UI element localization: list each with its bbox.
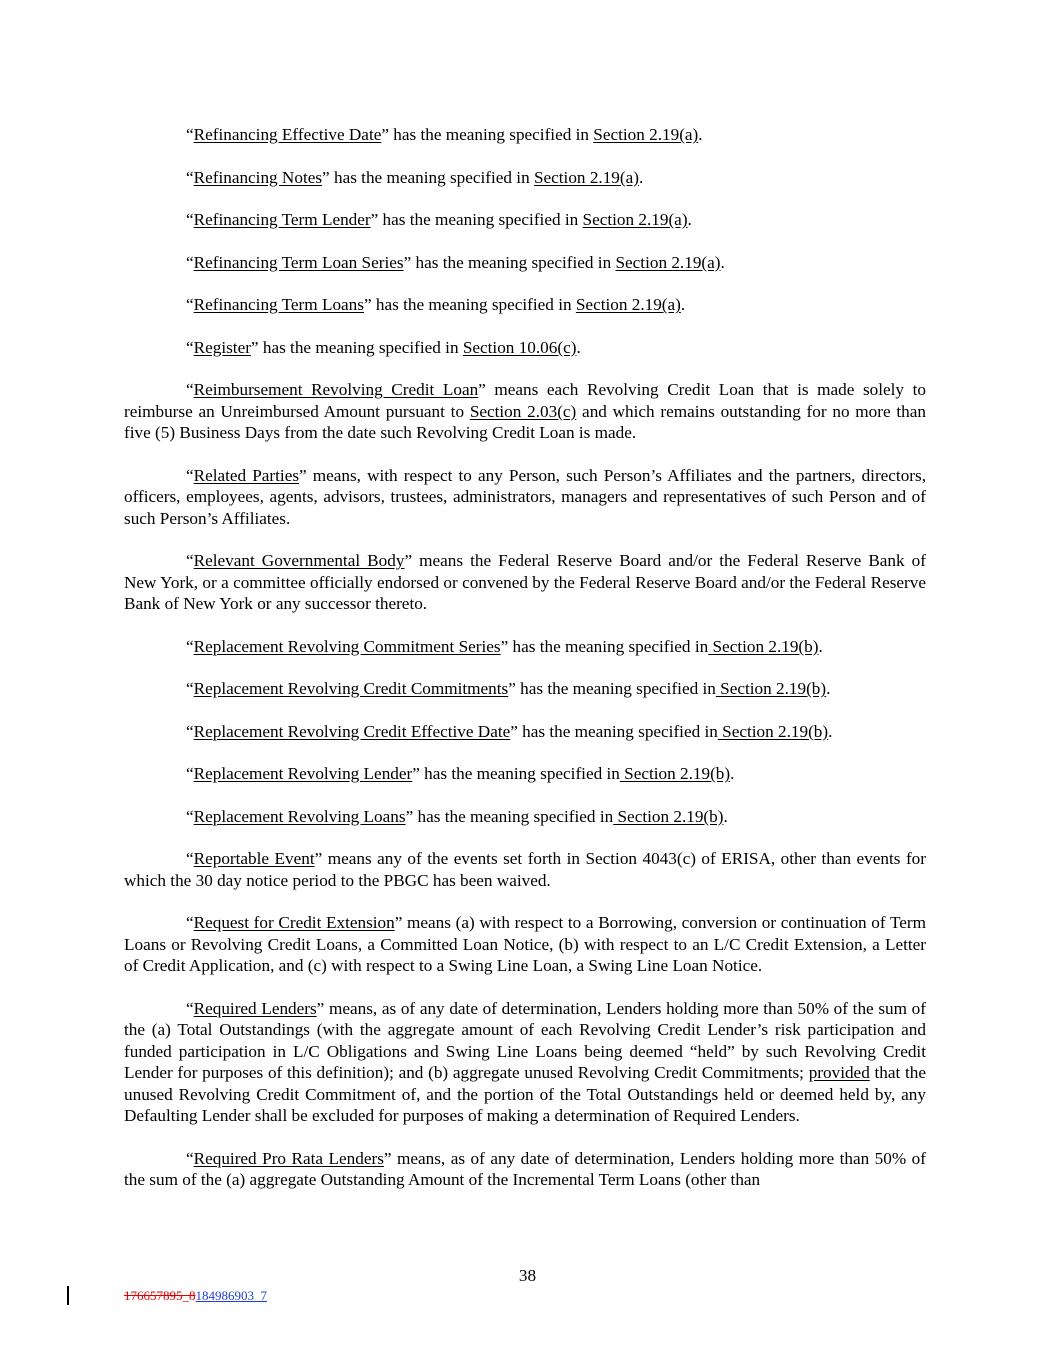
document-body — [124, 124, 926, 1212]
definition-text-end: . — [576, 337, 581, 357]
open-quote: “ — [186, 295, 194, 314]
open-quote: “ — [186, 913, 194, 932]
definition-text: ” has the meaning specified in — [381, 125, 594, 144]
open-quote: “ — [186, 167, 194, 187]
document-id-deleted: 176657895_8 — [124, 1288, 196, 1303]
definition-text: ” means the Federal Reserve Board and/or the Federal Reserve Bank of New York, or a committee officially endorsed or convened by the Federal Reserve Board and/or the Federal Reserve Bank of New York or any successor thereto. — [124, 551, 926, 613]
definition-text: ” has the meaning specified in — [500, 636, 709, 656]
definition-paragraph — [124, 763, 926, 785]
defined-term: Relevant Governmental Body — [193, 551, 405, 570]
definition-text: ” means any of the events set forth in Section 4043(c) of ERISA, other than events for which the 30 day notice period to the PBGC has been waived. — [124, 849, 926, 890]
section-reference[interactable]: Section 2.19(b) — [715, 679, 827, 698]
open-quote: “ — [186, 721, 194, 741]
definition-text-end: . — [730, 764, 735, 783]
defined-term: Reimbursement Revolving Credit Loan — [193, 380, 479, 399]
defined-term: Replacement Revolving Credit Effective Date — [193, 721, 511, 741]
definition-paragraph — [124, 379, 926, 444]
definition-paragraph — [124, 167, 926, 189]
open-quote: “ — [186, 806, 194, 826]
definition-text-end: . — [720, 252, 725, 272]
defined-term: Related Parties — [193, 465, 300, 485]
open-quote: “ — [186, 337, 194, 357]
open-quote: “ — [186, 849, 194, 868]
definition-text: ” means, with respect to any Person, such Person’s Affiliates and the partners, directors, officers, employees, agents, advisors, trustees, administrators, managers and representatives of such Person and of such Person’s Affiliates. — [124, 465, 927, 528]
definition-text: ” has the meaning specified in — [322, 167, 534, 187]
definition-text-end: . — [723, 806, 728, 826]
definition-text: ” means, as of any date of determination, Lenders holding more than 50% of the sum of the (a) Total Outstandings (with the aggregate amount of each Revolving Credit Lender’s risk participation and funded participation in L/C Obligations and Swing Line Loans being deemed “held” by such Revolving Credit Lender for purposes of this definition); and (b) aggregate unused Revolving Credit Commitments; — [124, 998, 926, 1082]
section-reference[interactable]: Section 2.19(b) — [717, 721, 829, 741]
section-reference[interactable]: Section 2.19(a) — [575, 295, 681, 314]
definition-text-end: . — [818, 636, 823, 656]
definition-paragraph — [124, 721, 926, 743]
definition-text-end: . — [826, 679, 831, 698]
open-quote: “ — [186, 210, 194, 229]
section-reference[interactable]: Section 10.06(c) — [462, 337, 577, 357]
proviso-word: provided — [808, 1063, 870, 1082]
defined-term: Refinancing Effective Date — [193, 125, 382, 144]
definition-text: ” has the meaning specified in — [363, 295, 576, 314]
page-number: 38 — [518, 1266, 537, 1285]
defined-term: Reportable Event — [193, 849, 315, 868]
definition-paragraph — [124, 998, 926, 1127]
defined-term: Replacement Revolving Commitment Series — [193, 636, 501, 656]
defined-term: Refinancing Term Lender — [193, 210, 371, 229]
definition-paragraph — [124, 252, 926, 274]
open-quote: “ — [186, 679, 194, 698]
change-bar — [67, 1286, 69, 1305]
definition-paragraph — [124, 678, 926, 700]
definition-paragraph — [124, 912, 926, 977]
section-reference[interactable]: Section 2.19(a) — [615, 252, 721, 272]
defined-term: Replacement Revolving Loans — [193, 806, 406, 826]
definition-text-end: . — [828, 721, 833, 741]
open-quote: “ — [186, 636, 194, 656]
definition-paragraph — [124, 124, 926, 146]
section-reference[interactable]: Section 2.19(b) — [619, 764, 731, 783]
definition-text: ” has the meaning specified in — [403, 252, 616, 272]
document-id — [124, 1288, 267, 1304]
open-quote: “ — [186, 252, 194, 272]
definition-text: ” has the meaning specified in — [405, 806, 614, 826]
defined-term: Request for Credit Extension — [193, 913, 395, 932]
open-quote: “ — [186, 551, 194, 570]
definition-paragraph — [124, 209, 926, 231]
defined-term: Register — [193, 337, 251, 357]
definition-paragraph — [124, 1148, 926, 1191]
section-reference[interactable]: Section 2.03(c) — [469, 401, 577, 421]
definition-paragraph — [124, 550, 926, 615]
defined-term: Replacement Revolving Lender — [193, 764, 413, 783]
defined-term: Required Pro Rata Lenders — [193, 1148, 384, 1168]
open-quote: “ — [186, 1148, 194, 1168]
defined-term: Refinancing Notes — [193, 167, 323, 187]
definition-text: ” means (a) with respect to a Borrowing, conversion or continuation of Term Loans or Revolving Credit Loans, a Committed Loan Notice, (b) with respect to an L/C Credit Extension, a Letter of Credit Application, and (c) with respect to a Swing Line Loan, a Swing Line Loan Notice. — [124, 913, 926, 975]
definition-paragraph — [124, 465, 926, 530]
open-quote: “ — [186, 998, 194, 1018]
definition-text: ” means each Revolving Credit Loan that is made solely to reimburse an Unreimbursed Amount pursuant to — [124, 380, 926, 421]
definition-paragraph — [124, 294, 926, 316]
section-reference[interactable]: Section 2.19(a) — [593, 125, 699, 144]
definition-text-end: and which remains outstanding for no more than five (5) Business Days from the date such Revolving Credit Loan is made. — [124, 401, 926, 442]
open-quote: “ — [186, 125, 194, 144]
definition-paragraph — [124, 848, 926, 891]
definition-paragraph — [124, 636, 926, 658]
definition-text-end: . — [698, 125, 703, 144]
section-reference[interactable]: Section 2.19(b) — [708, 636, 819, 656]
open-quote: “ — [186, 380, 194, 399]
definition-text: ” has the meaning specified in — [250, 337, 463, 357]
definition-text-end: . — [687, 210, 692, 229]
definition-text: ” has the meaning specified in — [370, 210, 583, 229]
section-reference[interactable]: Section 2.19(b) — [613, 806, 724, 826]
definition-paragraph — [124, 806, 926, 828]
open-quote: “ — [186, 764, 194, 783]
definition-text: ” has the meaning specified in — [508, 679, 716, 698]
definition-text: ” has the meaning specified in — [412, 764, 620, 783]
definition-text-end: that the unused Revolving Credit Commitment of, and the portion of the Total Outstandings held or deemed held by, any Defaulting Lender shall be excluded for purposes of making a determination of Required Lenders. — [124, 1063, 926, 1125]
definition-paragraph — [124, 337, 926, 359]
definition-text-end: . — [638, 167, 644, 187]
open-quote: “ — [186, 465, 194, 485]
section-reference[interactable]: Section 2.19(a) — [582, 210, 688, 229]
definition-text-end: . — [680, 295, 686, 314]
defined-term: Refinancing Term Loans — [193, 295, 364, 314]
document-id-inserted: 184986903_7 — [195, 1288, 267, 1303]
definition-text: ” means, as of any date of determination, Lenders holding more than 50% of the sum of the (a) aggregate Outstanding Amount of the Incremental Term Loans (other than — [124, 1148, 926, 1189]
section-reference[interactable]: Section 2.19(a) — [533, 167, 639, 187]
definition-text: ” has the meaning specified in — [510, 721, 718, 741]
defined-term: Refinancing Term Loan Series — [193, 252, 404, 272]
defined-term: Required Lenders — [193, 998, 317, 1018]
defined-term: Replacement Revolving Credit Commitments — [193, 679, 509, 698]
